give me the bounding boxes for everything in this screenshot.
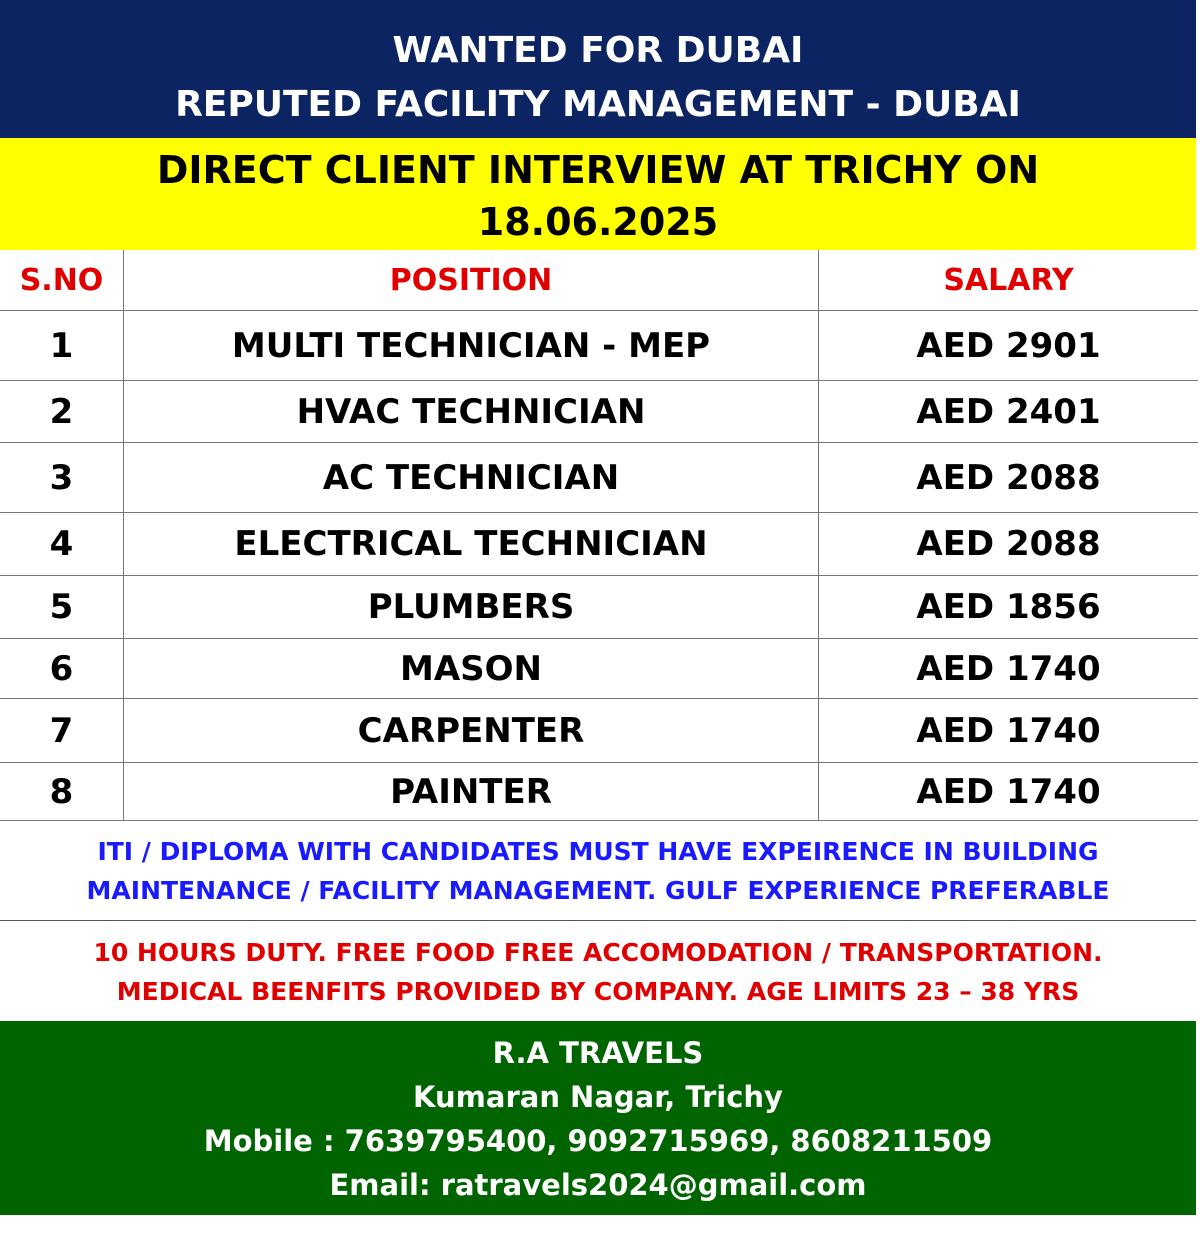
cell-sno: 7 <box>0 699 124 763</box>
table-row <box>0 311 1198 381</box>
company-address: Kumaran Nagar, Trichy <box>413 1080 783 1114</box>
cell-salary: AED 2088 <box>819 443 1199 513</box>
qualifications-note <box>0 820 1196 921</box>
qualifications-line: ITI / DIPLOMA WITH CANDIDATES MUST HAVE EXPEIRENCE IN BUILDING <box>97 837 1099 866</box>
cell-sno: 1 <box>0 311 124 381</box>
benefits-line: MEDICAL BEENFITS PROVIDED BY COMPANY. AGE LIMITS 23 – 38 YRS <box>116 977 1080 1006</box>
column-header-salary: SALARY <box>819 250 1199 311</box>
column-header-position: POSITION <box>124 250 819 311</box>
column-header-sno: S.NO <box>0 250 124 311</box>
table-row <box>0 763 1198 821</box>
contact-footer <box>0 1021 1196 1215</box>
table-row <box>0 381 1198 443</box>
table-row <box>0 443 1198 513</box>
benefits-note <box>0 921 1196 1021</box>
company-name: R.A TRAVELS <box>492 1036 704 1070</box>
cell-position: PLUMBERS <box>124 576 819 639</box>
table-row <box>0 513 1198 576</box>
cell-salary: AED 2901 <box>819 311 1199 381</box>
interview-text: DIRECT CLIENT INTERVIEW AT TRICHY ON <box>156 148 1040 192</box>
cell-sno: 3 <box>0 443 124 513</box>
cell-sno: 6 <box>0 639 124 699</box>
table-row <box>0 576 1198 639</box>
header-banner <box>0 0 1196 138</box>
cell-sno: 2 <box>0 381 124 443</box>
benefits-line: 10 HOURS DUTY. FREE FOOD FREE ACCOMODATION / TRANSPORTATION. <box>93 938 1103 967</box>
positions-table <box>0 250 1198 821</box>
cell-salary: AED 2401 <box>819 381 1199 443</box>
cell-position: MASON <box>124 639 819 699</box>
cell-salary: AED 1856 <box>819 576 1199 639</box>
mobile-numbers: Mobile : 7639795400, 9092715969, 8608211509 <box>203 1124 993 1158</box>
interview-banner <box>0 138 1196 250</box>
cell-sno: 5 <box>0 576 124 639</box>
cell-salary: AED 1740 <box>819 763 1199 821</box>
cell-salary: AED 1740 <box>819 699 1199 763</box>
cell-position: AC TECHNICIAN <box>124 443 819 513</box>
cell-position: HVAC TECHNICIAN <box>124 381 819 443</box>
header-title: WANTED FOR DUBAI <box>392 30 804 71</box>
table-row <box>0 639 1198 699</box>
cell-position: PAINTER <box>124 763 819 821</box>
table-row <box>0 699 1198 763</box>
header-subtitle: REPUTED FACILITY MANAGEMENT - DUBAI <box>175 84 1021 125</box>
table-header-row <box>0 250 1198 311</box>
cell-salary: AED 2088 <box>819 513 1199 576</box>
cell-position: CARPENTER <box>124 699 819 763</box>
cell-position: ELECTRICAL TECHNICIAN <box>124 513 819 576</box>
cell-sno: 8 <box>0 763 124 821</box>
cell-position: MULTI TECHNICIAN - MEP <box>124 311 819 381</box>
interview-date: 18.06.2025 <box>477 200 719 244</box>
cell-sno: 4 <box>0 513 124 576</box>
email-address: Email: ratravels2024@gmail.com <box>329 1168 867 1202</box>
cell-salary: AED 1740 <box>819 639 1199 699</box>
qualifications-line: MAINTENANCE / FACILITY MANAGEMENT. GULF EXPERIENCE PREFERABLE <box>86 876 1110 905</box>
